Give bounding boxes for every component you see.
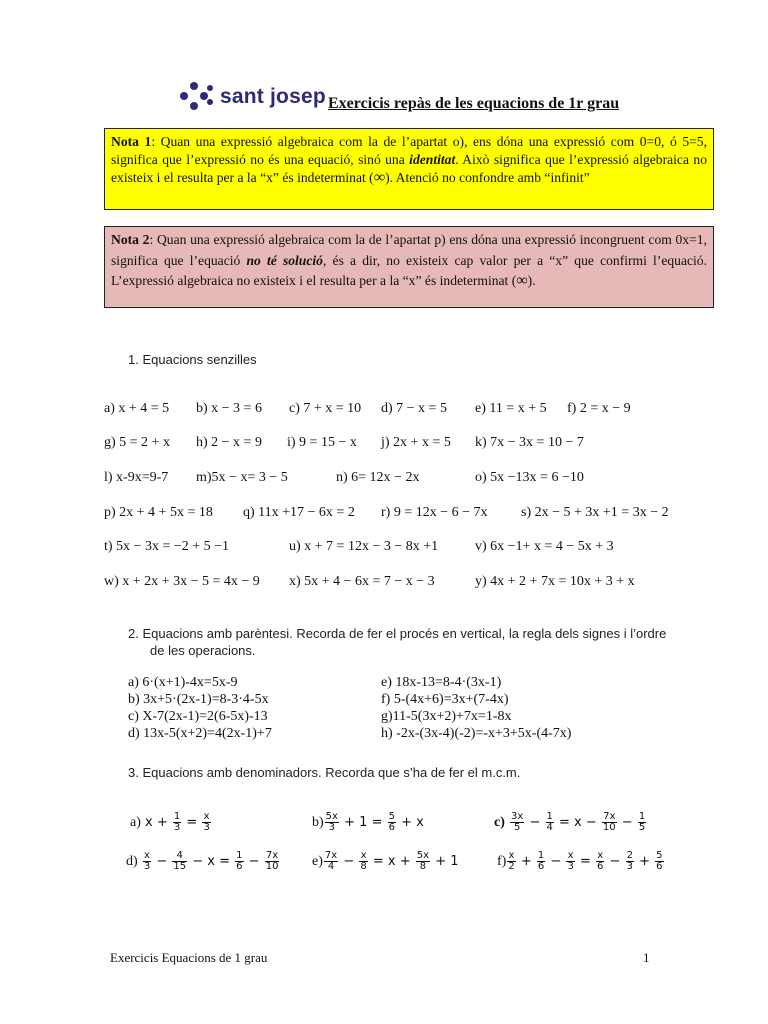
equation-p: p) 2x + 4 + 5x = 18 xyxy=(104,505,213,520)
equation-2f: f) 5-(4x+6)=3x+(7-4x) xyxy=(381,692,509,707)
fraction: $\frac{x}{3}$ xyxy=(567,850,574,872)
equation-3a-term: x + xyxy=(145,815,168,830)
note-1-label: Nota 1 xyxy=(111,134,152,149)
fraction: $\frac{x}{3}$ xyxy=(143,850,151,872)
note-2-text-b: , és a dir, no existeix cap valor per a “x” que confirmi l’equació. L’expressió algebraica no existeix i el resulta per a la “x” és indeterminat ( xyxy=(111,252,707,288)
fraction: $\frac{1}{6}$ xyxy=(236,850,243,872)
equation-3f-term: + xyxy=(520,854,532,869)
fraction: $\frac{x}{2}$ xyxy=(508,850,515,872)
infinity-symbol: ∞ xyxy=(516,272,528,289)
fraction: $\frac{1}{6}$ xyxy=(537,850,545,872)
note-2-text-c: ). xyxy=(527,273,536,288)
equation-3d-term: − xyxy=(248,854,260,869)
equation-o: o) 5x −13x = 6 −10 xyxy=(475,470,584,485)
equation-r: r) 9 = 12x − 6 − 7x xyxy=(381,505,488,520)
fraction: $\frac{1}{5}$ xyxy=(638,811,646,833)
logo-text: sant josep xyxy=(220,85,326,108)
equation-m: m)5x − x= 3 − 5 xyxy=(196,470,288,485)
note-2 xyxy=(104,226,714,308)
equation-3d-term: − x = xyxy=(192,854,230,869)
equation-3d xyxy=(126,851,280,872)
note-1 xyxy=(104,128,714,210)
equation-3e-term: − xyxy=(343,854,355,869)
equation-l: l) x-9x=9-7 xyxy=(104,470,169,485)
equation-g: g) 5 = 2 + x xyxy=(104,435,170,450)
equation-f: f) 2 = x − 9 xyxy=(567,401,631,416)
fraction: $\frac{5}{6}$ xyxy=(388,811,395,833)
equation-u: u) x + 7 = 12x − 3 − 8x +1 xyxy=(289,539,439,554)
equation-2h: h) -2x-(3x-4)(-2)=-x+3+5x-(4-7x) xyxy=(381,726,572,741)
fraction: $\frac{5}{6}$ xyxy=(656,850,663,872)
equation-3a xyxy=(130,812,212,833)
note-2-emphasis: no té solució xyxy=(246,252,323,268)
equation-j: j) 2x + x = 5 xyxy=(381,435,451,450)
equation-3b xyxy=(312,812,424,833)
fraction: $\frac{7x}{10}$ xyxy=(602,811,616,833)
equation-2a: a) 6·(x+1)-4x=5x-9 xyxy=(128,675,238,690)
section-2-right-list xyxy=(381,674,571,742)
equation-3f-term: + xyxy=(639,854,650,869)
equation-3c-label: c) xyxy=(494,815,505,830)
equation-3e-term: = x + xyxy=(372,854,411,869)
equation-x: x) 5x + 4 − 6x = 7 − x − 3 xyxy=(289,574,435,589)
fraction: $\frac{5x}{8}$ xyxy=(416,850,430,872)
equation-3e-label: e) xyxy=(312,854,323,869)
fraction: $\frac{2}{3}$ xyxy=(626,850,633,872)
equation-i: i) 9 = 15 − x xyxy=(287,435,357,450)
equation-w: w) x + 2x + 3x − 5 = 4x − 9 xyxy=(104,574,260,589)
equation-3a-term: = xyxy=(186,815,198,830)
equation-2g: g)11-5(3x+2)+7x=1-8x xyxy=(381,709,512,724)
section-2-left-list xyxy=(128,674,272,742)
note-1-text-c: ). Atenció no confondre amb “infinit” xyxy=(385,170,590,185)
equation-3a-label: a) xyxy=(130,815,141,830)
equation-3c-term: − xyxy=(529,815,541,830)
note-2-label: Nota 2 xyxy=(111,232,150,247)
fraction: $\frac{3x}{5}$ xyxy=(511,811,524,833)
equation-3d-label: d) xyxy=(126,854,138,869)
note-1-text-a: : Quan una expressió algebraica com la de l’apartat o), ens dóna una expressió com 0=0, ó 5=5, significa que l’expressió no és una equació, sinó una xyxy=(111,134,708,167)
equation-3c-term: = x − xyxy=(559,815,597,830)
fraction: $\frac{1}{4}$ xyxy=(546,811,553,833)
note-2-text-a: : Quan una expressió algebraica com la de l’apartat p) ens dóna una expressió incongruent com 0x=1, significa que l’equació xyxy=(111,232,708,268)
equation-2d: d) 13x-5(x+2)=4(2x-1)+7 xyxy=(128,726,272,741)
equation-v: v) 6x −1+ x = 4 − 5x + 3 xyxy=(475,539,614,554)
equation-s: s) 2x − 5 + 3x +1 = 3x − 2 xyxy=(521,505,669,520)
fraction: $\frac{5x}{3}$ xyxy=(325,811,338,833)
equation-y: y) 4x + 2 + 7x = 10x + 3 + x xyxy=(475,574,635,589)
equation-3f xyxy=(497,851,665,872)
equation-k: k) 7x − 3x = 10 − 7 xyxy=(475,435,584,450)
equation-h: h) 2 − x = 9 xyxy=(196,435,262,450)
equation-q: q) 11x +17 − 6x = 2 xyxy=(243,505,355,520)
page-number: 1 xyxy=(643,950,650,965)
section-2-heading-cont: de les operacions. xyxy=(150,643,256,658)
equation-n: n) 6= 12x − 2x xyxy=(336,470,420,485)
equation-3d-term: − xyxy=(156,854,168,869)
page-title: Exercicis repàs de les equacions de 1r grau xyxy=(328,95,620,112)
fraction: $\frac{1}{3}$ xyxy=(173,811,181,833)
equation-3b-term: + 1 = xyxy=(344,815,383,830)
equation-2e: e) 18x-13=8-4·(3x-1) xyxy=(381,675,502,690)
school-logo xyxy=(180,82,340,114)
note-1-text-b: . Això significa que l’expressió algebraica no existeix i el resulta per a la “x” és indeterminat ( xyxy=(111,152,707,185)
equation-3e-term: + 1 xyxy=(435,854,459,869)
fraction: $\frac{x}{8}$ xyxy=(360,850,367,872)
fraction: $\frac{4}{15}$ xyxy=(173,850,187,872)
equation-3f-term: − xyxy=(550,854,562,869)
equation-3f-label: f) xyxy=(497,854,507,869)
fraction: $\frac{7x}{4}$ xyxy=(324,850,338,872)
equation-3f-term: − xyxy=(609,854,621,869)
section-1-heading: 1. Equacions senzilles xyxy=(128,352,257,367)
fraction: $\frac{7x}{10}$ xyxy=(265,850,279,872)
equation-2c: c) X-7(2x-1)=2(6-5x)-13 xyxy=(128,709,268,724)
section-3-heading: 3. Equacions amb denominadors. Recorda que s’ha de fer el m.c.m. xyxy=(128,765,521,780)
equation-d: d) 7 − x = 5 xyxy=(381,401,447,416)
fraction: $\frac{x}{6}$ xyxy=(597,850,604,872)
note-1-emphasis: identitat xyxy=(409,152,456,167)
equation-3b-label: b) xyxy=(312,815,324,830)
equation-e: e) 11 = x + 5 xyxy=(475,401,547,416)
equation-3c xyxy=(494,812,647,833)
equation-3b-term: + x xyxy=(401,815,424,830)
equation-3e xyxy=(312,851,458,872)
equation-a: a) x + 4 = 5 xyxy=(104,401,170,416)
equation-b: b) x − 3 = 6 xyxy=(196,401,262,416)
equation-3f-term: = xyxy=(579,854,591,869)
equation-3c-term: − xyxy=(621,815,633,830)
equation-c: c) 7 + x = 10 xyxy=(289,401,362,416)
fraction: $\frac{x}{3}$ xyxy=(203,811,210,833)
equation-t: t) 5x − 3x = −2 + 5 −1 xyxy=(104,539,230,554)
infinity-symbol: ∞ xyxy=(373,169,386,186)
equation-2b: b) 3x+5·(2x-1)=8-3·4-5x xyxy=(128,692,269,707)
section-2-heading: 2. Equacions amb parèntesi. Recorda de fer el procés en vertical, la regla dels signes i l’ordre xyxy=(128,626,667,641)
footer-title: Exercicis Equacions de 1 grau xyxy=(110,950,268,965)
